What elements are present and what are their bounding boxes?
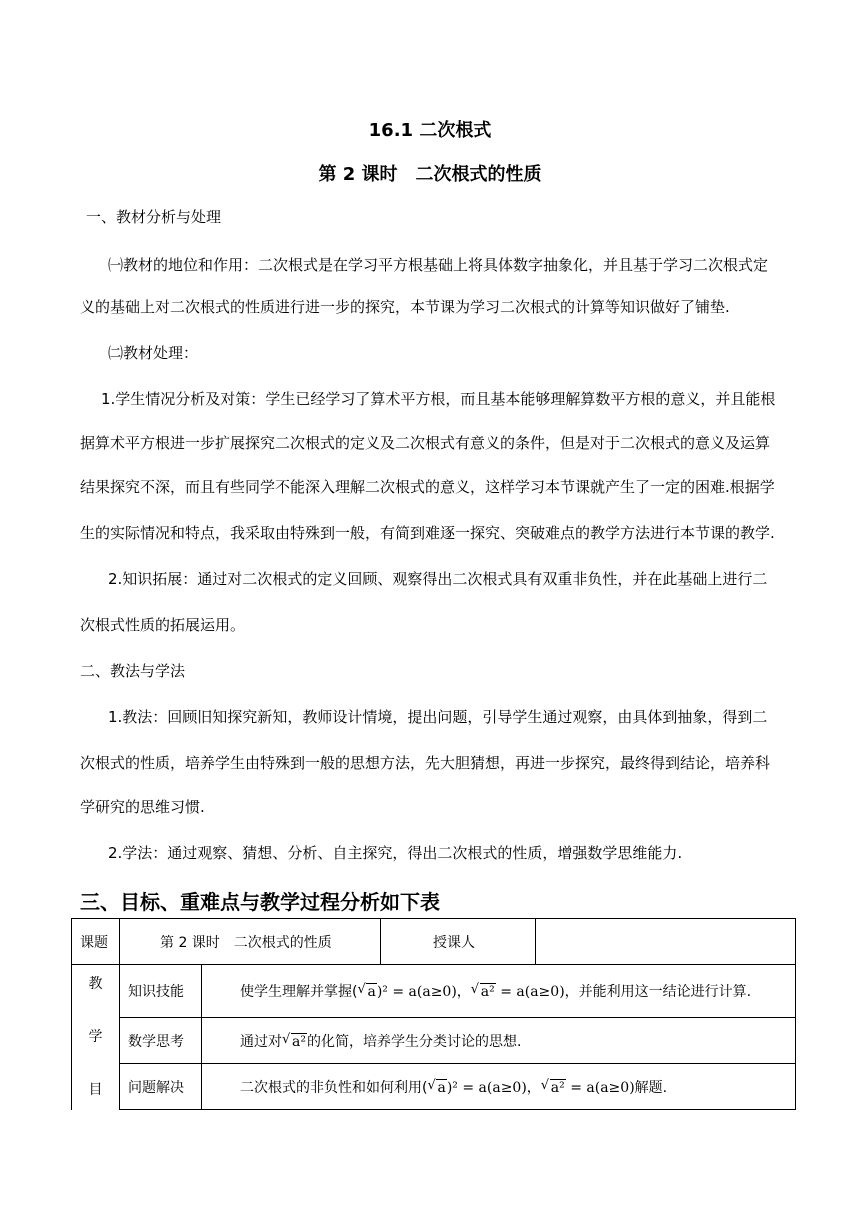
topic-value-cell: 第 2 课时 二次根式的性质 [120, 919, 381, 965]
table-row [72, 1064, 796, 1110]
goal-label-cell: 知识技能 [120, 965, 202, 1018]
formula-text: )² = a(a≥0)， [376, 984, 471, 1000]
table-row [72, 965, 796, 1018]
paragraph-line: 次根式的性质，培养学生由特殊到一般的思想方法，先大胆猜想，再进一步探究，最终得到结论，培养科 [80, 754, 771, 772]
goal-text: 的化简，培养学生分类讨论的思想. [306, 1033, 522, 1050]
section-1-heading: 一、教材分析与处理 [86, 208, 222, 226]
goal-label-cell: 问题解决 [120, 1064, 202, 1110]
paragraph-line: 结果探究不深，而且有些同学不能深入理解二次根式的意义，这样学习本节课就产生了一定的困难.根据学 [80, 478, 775, 496]
paragraph-line: ㈠教材的地位和作用：二次根式是在学习平方根基础上将具体数字抽象化，并且基于学习二次根式定 [108, 256, 769, 274]
side-char: 学 [88, 1029, 103, 1046]
sqrt-expression: √ a [427, 1077, 446, 1096]
teaching-goal-side-cell [72, 965, 120, 1110]
paragraph-line: 义的基础上对二次根式的性质进行进一步的探究，本节课为学习二次根式的计算等知识做好了铺垫. [80, 298, 730, 316]
sqrt-expression: √ a² [540, 1077, 565, 1096]
formula-text: = a(a≥0) [565, 1079, 635, 1096]
goal-content-cell [202, 965, 796, 1018]
goal-text: 使学生理解并掌握( [240, 984, 358, 1000]
table-row [72, 1018, 796, 1064]
paragraph-line: 1.教法：回顾旧知探究新知，教师设计情境，提出问题，引导学生通过观察，由具体到抽象，得到二 [108, 708, 768, 726]
goal-text: ，并能利用这一结论进行计算. [564, 984, 752, 1000]
paragraph-line: 次根式性质的拓展运用。 [80, 616, 246, 634]
sqrt-expression: √ a² [282, 1031, 306, 1050]
goal-text: 通过对 [240, 1033, 282, 1050]
paragraph-line: 学研究的思维习惯. [80, 798, 205, 816]
section-2-heading: 二、教法与学法 [80, 662, 186, 680]
goal-content-cell [202, 1064, 796, 1110]
table-row [72, 919, 796, 965]
goal-content-cell [202, 1018, 796, 1064]
teacher-value-cell [536, 919, 796, 965]
paragraph-line: 据算术平方根进一步扩展探究二次根式的定义及二次根式有意义的条件，但是对于二次根式的意义及运算 [80, 434, 771, 452]
goal-text: 二次根式的非负性和如何利用( [240, 1079, 428, 1096]
side-char: 教 [88, 976, 103, 993]
paragraph-line: 1.学生情况分析及对策：学生已经学习了算术平方根，而且基本能够理解算数平方根的意义，并且能根 [101, 390, 776, 408]
formula-text: = a(a≥0) [495, 984, 565, 1000]
lesson-plan-table [71, 918, 796, 1110]
paragraph-line: 2.知识拓展：通过对二次根式的定义回顾、观察得出二次根式具有双重非负性，并在此基础上进行二 [108, 570, 768, 588]
sqrt-expression: √ a² [470, 982, 495, 1000]
paragraph-line: ㈡教材处理： [108, 344, 199, 362]
paragraph-line: 2.学法：通过观察、猜想、分析、自主探究，得出二次根式的性质，增强数学思维能力. [108, 844, 683, 862]
goal-text: 解题. [634, 1079, 668, 1096]
topic-label-cell: 课题 [72, 919, 120, 965]
sqrt-expression: √ a [357, 982, 376, 1000]
formula-text: )² = a(a≥0)， [446, 1079, 541, 1096]
section-3-heading: 三、目标、重难点与教学过程分析如下表 [80, 890, 440, 914]
paragraph-line: 生的实际情况和特点，我采取由特殊到一般，有简到难逐一探究、突破难点的教学方法进行本节课的教学. [80, 524, 775, 542]
document-subtitle: 第 2 课时 二次根式的性质 [318, 164, 542, 185]
side-char: 目 [88, 1082, 103, 1099]
goal-label-cell: 数学思考 [120, 1018, 202, 1064]
document-title: 16.1 二次根式 [368, 120, 492, 141]
teacher-label-cell: 授课人 [381, 919, 536, 965]
